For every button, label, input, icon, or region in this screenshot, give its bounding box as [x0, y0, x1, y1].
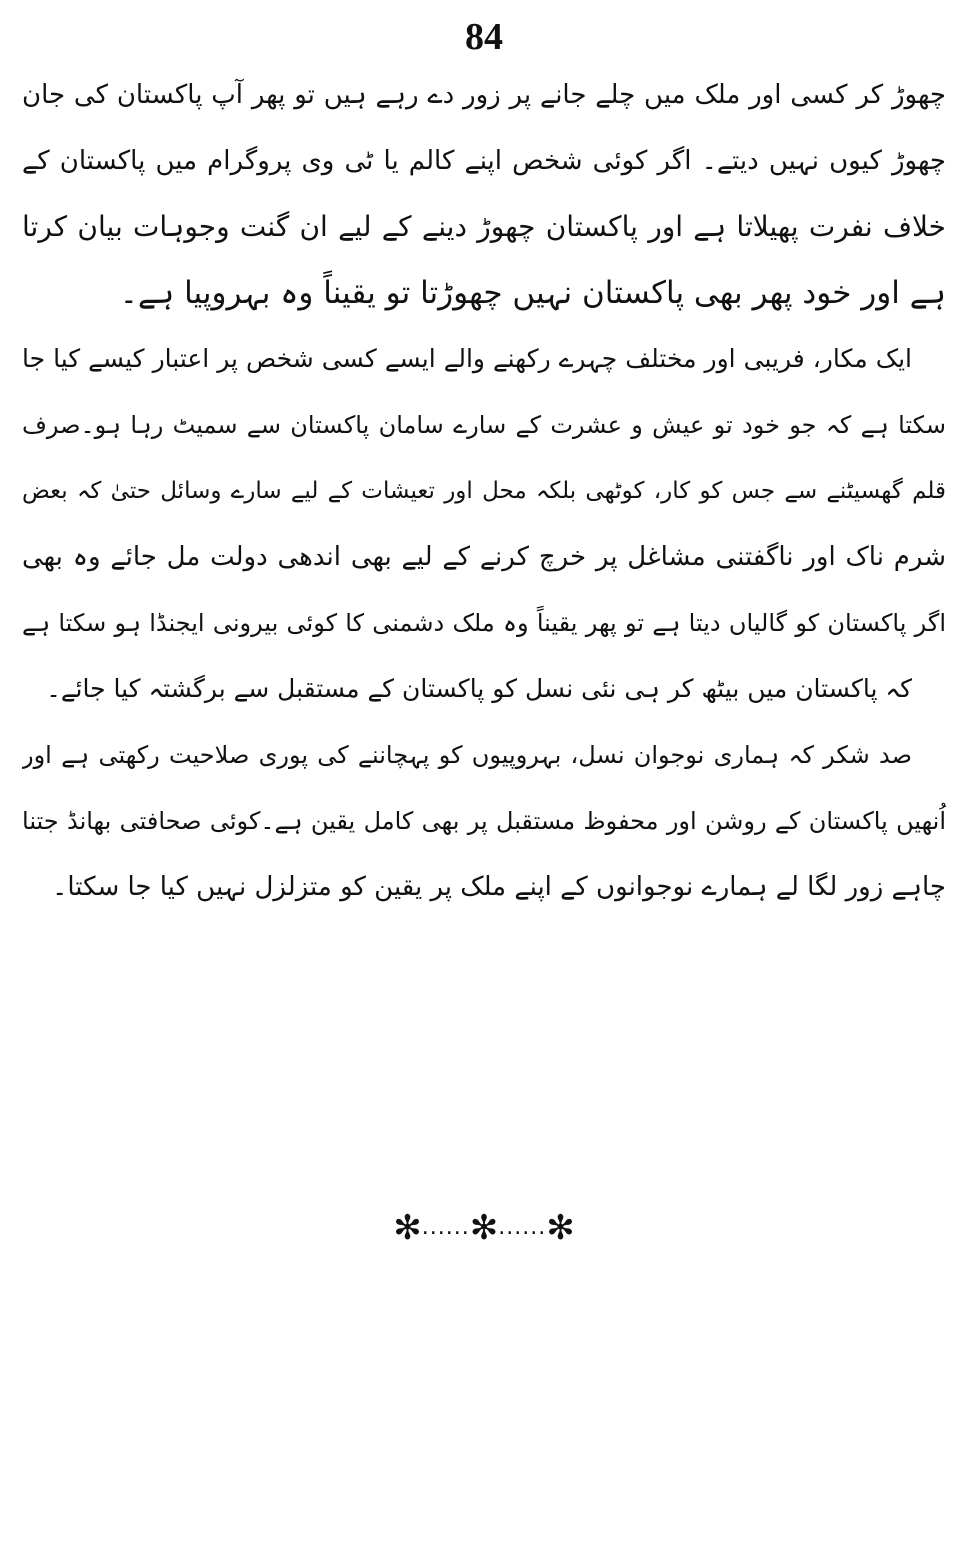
text-line: چھوڑ کیوں نہیں دیتے۔ اگر کوئی شخص اپنے کالم یا ٹی وی پروگرام میں پاکستان کے	[22, 146, 946, 176]
text-line: چاہے زور لگا لے ہمارے نوجوانوں کے اپنے ملک پر یقین کو متزلزل نہیں کیا جا سکتا۔	[52, 872, 946, 902]
text-line: ایک مکار، فریبی اور مختلف چہرے رکھنے والے ایسے کسی شخص پر اعتبار کیسے کیا جا	[22, 344, 912, 373]
section-divider-ornament	[0, 1208, 968, 1248]
text-line: چھوڑ کر کسی اور ملک میں چلے جانے پر زور دے رہے ہیں تو پھر آپ پاکستان کی جان	[22, 80, 946, 110]
ornament-dots: ......	[498, 1215, 547, 1240]
text-line: صد شکر کہ ہماری نوجوان نسل، بہروپیوں کو پہچاننے کی پوری صلاحیت رکھتی ہے اور	[22, 741, 912, 769]
body-text	[22, 62, 946, 920]
text-line: سکتا ہے کہ جو خود تو عیش و عشرت کے سارے سامان پاکستان سے سمیٹ رہا ہو۔صرف	[22, 411, 946, 439]
text-line: قلم گھسیٹنے سے جس کو کار، کوٹھی بلکہ محل اور تعیشات کے لیے سارے وسائل حتیٰ کہ بعض	[22, 478, 946, 504]
ornament-dots: ......	[421, 1215, 470, 1240]
text-line: خلاف نفرت پھیلاتا ہے اور پاکستان چھوڑ دینے کے لیے ان گنت وجوہات بیان کرتا	[22, 210, 946, 243]
page-number: 84	[465, 16, 503, 58]
text-line: ہے اور خود پھر بھی پاکستان نہیں چھوڑتا تو یقیناً وہ بہروپیا ہے۔	[119, 275, 946, 311]
text-line: اگر پاکستان کو گالیاں دیتا ہے تو پھر یقیناً وہ ملک دشمنی کا کوئی بیرونی ایجنڈا ہو سکتا ہے	[22, 609, 946, 637]
text-line: کہ پاکستان میں بیٹھ کر ہی نئی نسل کو پاکستان کے مستقبل سے برگشتہ کیا جائے۔	[46, 674, 912, 703]
text-line: شرم ناک اور ناگفتنی مشاغل پر خرچ کرنے کے لیے بھی اندھی دولت مل جائے وہ بھی	[22, 542, 946, 572]
text-line: اُنھیں پاکستان کے روشن اور محفوظ مستقبل پر بھی کامل یقین ہے۔کوئی صحافتی بھانڈ جتنا	[22, 807, 946, 835]
asterisk-flower-icon: ✻	[469, 1208, 499, 1248]
asterisk-flower-icon: ✻	[546, 1208, 575, 1248]
asterisk-flower-icon: ✻	[393, 1208, 422, 1248]
